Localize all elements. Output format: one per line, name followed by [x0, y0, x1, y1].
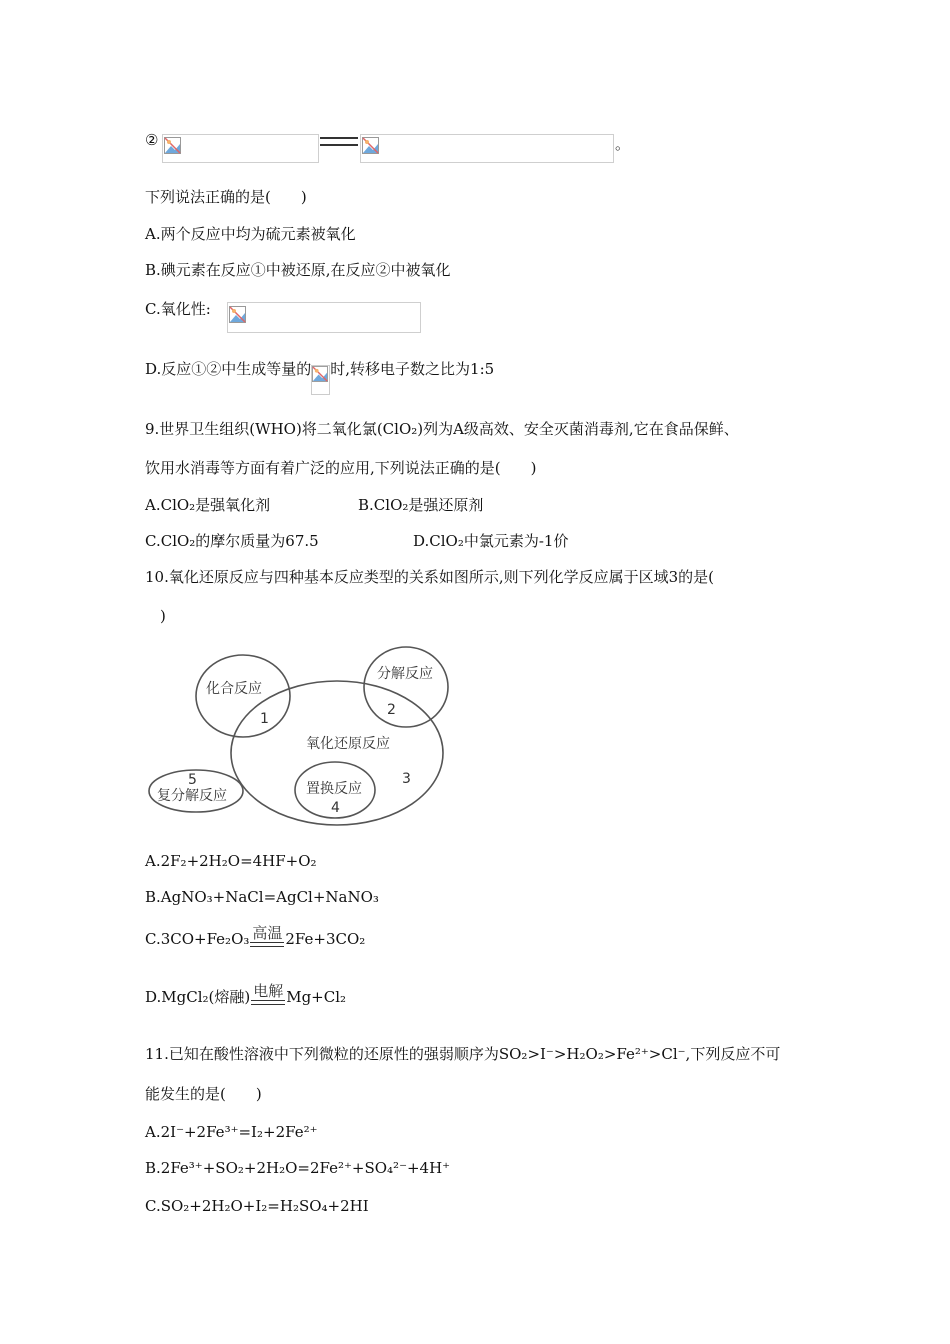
- broken-image-icon: [362, 137, 379, 154]
- label-substitution: 置换反应: [306, 781, 362, 797]
- q9-stem-line2: 饮用水消毒等方面有着广泛的应用,下列说法正确的是( ): [145, 459, 537, 477]
- q10-option-d: D.MgCl₂(熔融) 电解 Mg+Cl₂: [145, 982, 347, 1006]
- label-redox: 氧化还原反应: [306, 736, 390, 752]
- equation-2-end: 。: [615, 135, 631, 153]
- q9-option-d: D.ClO₂中氯元素为-1价: [413, 532, 569, 550]
- equation-2-prefix: ②: [145, 131, 159, 149]
- label-double-decomposition: 复分解反应: [157, 788, 227, 804]
- q9-stem-line1: 9.世界卫生组织(WHO)将二氧化氯(ClO₂)列为A级高效、安全灭菌消毒剂,它在食品保鲜、: [145, 420, 739, 438]
- q8-option-d: D.反应①②中生成等量的 时,转移电子数之比为1:5: [145, 359, 494, 395]
- label-combination: 化合反应: [206, 681, 262, 697]
- q10-stem-line1: 10.氧化还原反应与四种基本反应类型的关系如图所示,则下列化学反应属于区域3的是(: [145, 568, 715, 586]
- condition-high-temp: 高温: [250, 926, 284, 947]
- label-region-4: 4: [331, 800, 340, 816]
- equals-sign: [320, 137, 358, 146]
- q11-option-b: B.2Fe³⁺+SO₂+2H₂O=2Fe²⁺+SO₄²⁻+4H⁺: [145, 1159, 451, 1177]
- q11-stem-line2: 能发生的是( ): [145, 1085, 262, 1103]
- q8-option-c: C.氧化性:: [145, 300, 211, 318]
- equation-image-right: [360, 134, 614, 163]
- q10-option-a: A.2F₂+2H₂O=4HF+O₂: [145, 852, 317, 870]
- q9-option-b: B.ClO₂是强还原剂: [358, 496, 484, 514]
- condition-electrolysis: 电解: [251, 984, 285, 1005]
- label-region-1: 1: [260, 711, 269, 727]
- q8-option-b: B.碘元素在反应①中被还原,在反应②中被氧化: [145, 261, 451, 279]
- equation-image-left: [162, 134, 319, 163]
- broken-image-icon: [312, 366, 328, 382]
- reaction-type-diagram: [140, 640, 460, 840]
- q10-option-c: C.3CO+Fe₂O₃ 高温 2Fe+3CO₂: [145, 924, 366, 948]
- q8-stem: 下列说法正确的是( ): [145, 188, 307, 206]
- label-region-3: 3: [402, 771, 411, 787]
- q9-option-a: A.ClO₂是强氧化剂: [145, 496, 271, 514]
- q10-option-b: B.AgNO₃+NaCl=AgCl+NaNO₃: [145, 888, 379, 906]
- broken-image-icon: [229, 306, 246, 323]
- decomposition-circle: [364, 647, 448, 727]
- q10-stem-line2: ): [145, 607, 166, 625]
- q8-option-c-image: [227, 302, 421, 333]
- broken-image-icon: [164, 137, 181, 154]
- label-region-5: 5: [188, 772, 197, 788]
- q11-option-c: C.SO₂+2H₂O+I₂=H₂SO₄+2HI: [145, 1197, 369, 1215]
- label-region-2: 2: [387, 702, 396, 718]
- q8-option-d-image: [311, 365, 330, 395]
- label-decomposition: 分解反应: [377, 666, 433, 682]
- q11-option-a: A.2I⁻+2Fe³⁺=I₂+2Fe²⁺: [145, 1123, 318, 1141]
- q9-option-c: C.ClO₂的摩尔质量为67.5: [145, 532, 319, 550]
- q11-stem-line1: 11.已知在酸性溶液中下列微粒的还原性的强弱顺序为SO₂>I⁻>H₂O₂>Fe²⁺>Cl⁻,下列反应不可: [145, 1045, 781, 1063]
- q8-option-a: A.两个反应中均为硫元素被氧化: [145, 225, 356, 243]
